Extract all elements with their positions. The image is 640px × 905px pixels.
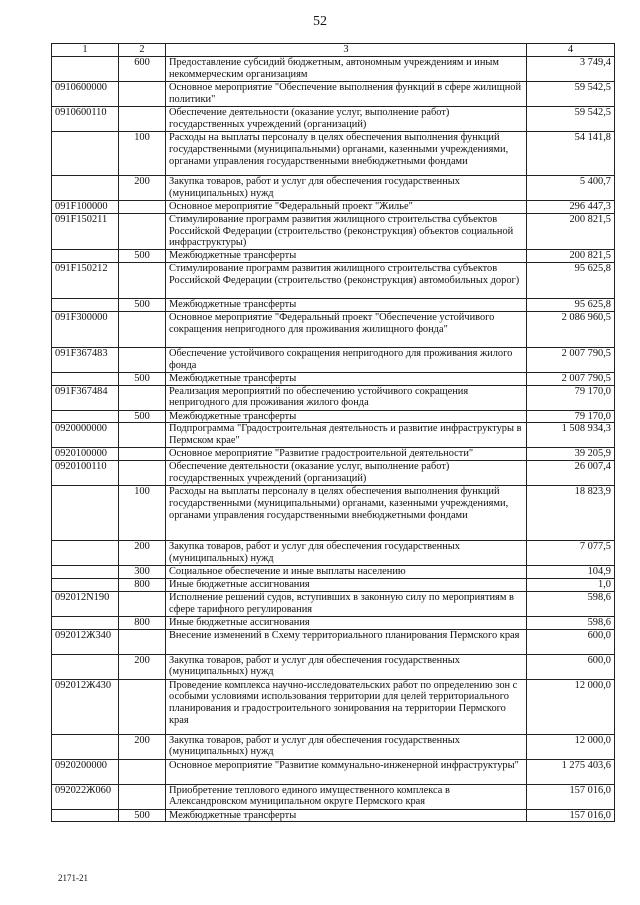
header-col-2: 2 (119, 44, 166, 57)
cell-name: Закупка товаров, работ и услуг для обеспечения государственных (муниципальных) нужд (166, 734, 527, 759)
table-row (52, 679, 615, 734)
table-row (52, 298, 615, 311)
cell-amount: 59 542,5 (527, 82, 615, 107)
cell-name: Расходы на выплаты персоналу в целях обеспечения выполнения функций государственными (муниципальными) органами, казенными учреждениями, органами управления государственными внебюджетными фондами (166, 486, 527, 541)
table-row (52, 176, 615, 201)
table-header-row (52, 44, 615, 57)
cell-amount: 200 821,5 (527, 250, 615, 263)
cell-code: 092012Ж340 (52, 629, 119, 654)
cell-code (52, 654, 119, 679)
cell-group (119, 201, 166, 214)
cell-amount: 600,0 (527, 629, 615, 654)
table-row (52, 759, 615, 784)
footer-code: 2171-21 (58, 873, 88, 883)
table-row (52, 57, 615, 82)
table-row (52, 654, 615, 679)
cell-code (52, 250, 119, 263)
cell-code (52, 132, 119, 176)
cell-name: Исполнение решений судов, вступивших в законную силу по мероприятиям в сфере тарифного регулирования (166, 591, 527, 616)
cell-group (119, 107, 166, 132)
table-row (52, 385, 615, 410)
table-row (52, 541, 615, 566)
cell-name: Межбюджетные трансферты (166, 298, 527, 311)
table-row (52, 591, 615, 616)
cell-code: 0920100110 (52, 461, 119, 486)
cell-group: 500 (119, 410, 166, 423)
cell-code (52, 410, 119, 423)
cell-group (119, 448, 166, 461)
cell-group: 600 (119, 57, 166, 82)
table-row (52, 372, 615, 385)
cell-group (119, 461, 166, 486)
cell-name: Закупка товаров, работ и услуг для обеспечения государственных (муниципальных) нужд (166, 541, 527, 566)
cell-code (52, 57, 119, 82)
cell-group (119, 629, 166, 654)
cell-code (52, 809, 119, 822)
cell-name: Закупка товаров, работ и услуг для обеспечения государственных (муниципальных) нужд (166, 654, 527, 679)
cell-code (52, 616, 119, 629)
table-row (52, 809, 615, 822)
cell-amount: 600,0 (527, 654, 615, 679)
table-row (52, 201, 615, 214)
cell-group (119, 262, 166, 298)
cell-amount: 2 007 790,5 (527, 372, 615, 385)
cell-group (119, 679, 166, 734)
cell-amount: 12 000,0 (527, 679, 615, 734)
cell-name: Основное мероприятие "Федеральный проект "Жилье" (166, 201, 527, 214)
cell-code: 091F100000 (52, 201, 119, 214)
cell-name: Стимулирование программ развития жилищного строительства субъектов Российской Федерации (строительство (реконструкция) объектов социальной инфраструктуры) (166, 213, 527, 249)
cell-amount: 598,6 (527, 591, 615, 616)
cell-group (119, 423, 166, 448)
cell-name: Межбюджетные трансферты (166, 809, 527, 822)
cell-amount: 54 141,8 (527, 132, 615, 176)
budget-table (51, 43, 615, 822)
cell-name: Реализация мероприятий по обеспечению устойчивого сокращения непригодного для проживания жилого фонда (166, 385, 527, 410)
cell-group: 200 (119, 654, 166, 679)
cell-code: 0920200000 (52, 759, 119, 784)
cell-group: 200 (119, 734, 166, 759)
cell-group (119, 311, 166, 347)
cell-amount: 18 823,9 (527, 486, 615, 541)
cell-group (119, 385, 166, 410)
cell-amount: 26 007,4 (527, 461, 615, 486)
cell-amount: 200 821,5 (527, 213, 615, 249)
header-col-3: 3 (166, 44, 527, 57)
cell-group (119, 759, 166, 784)
cell-name: Стимулирование программ развития жилищного строительства субъектов Российской Федерации (строительство (реконструкция) автомобильных дорог) (166, 262, 527, 298)
table-row (52, 629, 615, 654)
cell-name: Основное мероприятие "Развитие градостроительной деятельности" (166, 448, 527, 461)
cell-group: 800 (119, 616, 166, 629)
cell-amount: 5 400,7 (527, 176, 615, 201)
cell-name: Иные бюджетные ассигнования (166, 578, 527, 591)
table-row (52, 82, 615, 107)
cell-name: Закупка товаров, работ и услуг для обеспечения государственных (муниципальных) нужд (166, 176, 527, 201)
cell-code: 091F150212 (52, 262, 119, 298)
cell-group: 500 (119, 250, 166, 263)
cell-amount: 12 000,0 (527, 734, 615, 759)
cell-group (119, 784, 166, 809)
cell-amount: 2 086 960,5 (527, 311, 615, 347)
cell-code (52, 734, 119, 759)
cell-code (52, 566, 119, 579)
cell-code: 0920100000 (52, 448, 119, 461)
cell-group: 500 (119, 372, 166, 385)
cell-amount: 598,6 (527, 616, 615, 629)
cell-code: 0910600110 (52, 107, 119, 132)
cell-amount: 95 625,8 (527, 262, 615, 298)
table-row (52, 262, 615, 298)
table-row (52, 410, 615, 423)
cell-group: 100 (119, 132, 166, 176)
table-row (52, 784, 615, 809)
cell-name: Обеспечение устойчивого сокращения непригодного для проживания жилого фонда (166, 347, 527, 372)
cell-code: 091F150211 (52, 213, 119, 249)
cell-name: Приобретение теплового единого имущественного комплекса в Александровском муниципальном округе Пермского края (166, 784, 527, 809)
cell-code: 0920000000 (52, 423, 119, 448)
cell-group: 500 (119, 298, 166, 311)
table-row (52, 578, 615, 591)
cell-name: Обеспечение деятельности (оказание услуг, выполнение работ) государственных учреждений (организаций) (166, 461, 527, 486)
cell-name: Обеспечение деятельности (оказание услуг, выполнение работ) государственных учреждений (организаций) (166, 107, 527, 132)
cell-group: 100 (119, 486, 166, 541)
cell-group: 500 (119, 809, 166, 822)
table-row (52, 132, 615, 176)
cell-name: Межбюджетные трансферты (166, 410, 527, 423)
cell-amount: 1,0 (527, 578, 615, 591)
cell-amount: 157 016,0 (527, 809, 615, 822)
cell-code: 091F367483 (52, 347, 119, 372)
table-row (52, 448, 615, 461)
cell-name: Расходы на выплаты персоналу в целях обеспечения выполнения функций государственными (муниципальными) органами, казенными учреждениями, органами управления государственными внебюджетными фондами (166, 132, 527, 176)
cell-amount: 7 077,5 (527, 541, 615, 566)
cell-amount: 79 170,0 (527, 385, 615, 410)
header-col-4: 4 (527, 44, 615, 57)
table-row (52, 347, 615, 372)
table-row (52, 616, 615, 629)
table-row (52, 107, 615, 132)
cell-amount: 3 749,4 (527, 57, 615, 82)
cell-code: 092012N190 (52, 591, 119, 616)
cell-amount: 59 542,5 (527, 107, 615, 132)
cell-group: 200 (119, 541, 166, 566)
table-row (52, 423, 615, 448)
cell-group (119, 82, 166, 107)
cell-amount: 2 007 790,5 (527, 347, 615, 372)
cell-amount: 157 016,0 (527, 784, 615, 809)
cell-amount: 1 508 934,3 (527, 423, 615, 448)
table-row (52, 486, 615, 541)
cell-code (52, 486, 119, 541)
cell-code (52, 176, 119, 201)
cell-code: 091F300000 (52, 311, 119, 347)
cell-code (52, 541, 119, 566)
table-row (52, 311, 615, 347)
table-row (52, 566, 615, 579)
cell-name: Внесение изменений в Схему территориального планирования Пермского края (166, 629, 527, 654)
cell-amount: 296 447,3 (527, 201, 615, 214)
cell-code: 0910600000 (52, 82, 119, 107)
cell-name: Иные бюджетные ассигнования (166, 616, 527, 629)
cell-group: 200 (119, 176, 166, 201)
cell-amount: 79 170,0 (527, 410, 615, 423)
cell-name: Предоставление субсидий бюджетным, автономным учреждениям и иным некоммерческим организациям (166, 57, 527, 82)
cell-group: 800 (119, 578, 166, 591)
cell-group: 300 (119, 566, 166, 579)
cell-code: 091F367484 (52, 385, 119, 410)
cell-code: 092022Ж060 (52, 784, 119, 809)
cell-code: 092012Ж430 (52, 679, 119, 734)
table-row (52, 250, 615, 263)
cell-group (119, 347, 166, 372)
cell-amount: 1 275 403,6 (527, 759, 615, 784)
cell-name: Основное мероприятие "Развитие коммунально-инженерной инфраструктуры" (166, 759, 527, 784)
cell-amount: 104,9 (527, 566, 615, 579)
table-row (52, 461, 615, 486)
cell-amount: 95 625,8 (527, 298, 615, 311)
page-number: 52 (313, 14, 327, 29)
cell-name: Проведение комплекса научно-исследовательских работ по определению зон с особыми условиями использования территории для целей территориального планирования и градостроительного зонирования на территории Пермского края (166, 679, 527, 734)
cell-amount: 39 205,9 (527, 448, 615, 461)
cell-name: Социальное обеспечение и иные выплаты населению (166, 566, 527, 579)
cell-code (52, 578, 119, 591)
cell-code (52, 298, 119, 311)
cell-name: Межбюджетные трансферты (166, 372, 527, 385)
table-row (52, 734, 615, 759)
cell-name: Межбюджетные трансферты (166, 250, 527, 263)
cell-name: Основное мероприятие "Федеральный проект "Обеспечение устойчивого сокращения непригодного для проживания жилищного фонда" (166, 311, 527, 347)
cell-group (119, 213, 166, 249)
cell-name: Основное мероприятие "Обеспечение выполнения функций в сфере жилищной политики" (166, 82, 527, 107)
header-col-1: 1 (52, 44, 119, 57)
cell-name: Подпрограмма "Градостроительная деятельность и развитие инфраструктуры в Пермском крае" (166, 423, 527, 448)
cell-code (52, 372, 119, 385)
cell-group (119, 591, 166, 616)
table-row (52, 213, 615, 249)
